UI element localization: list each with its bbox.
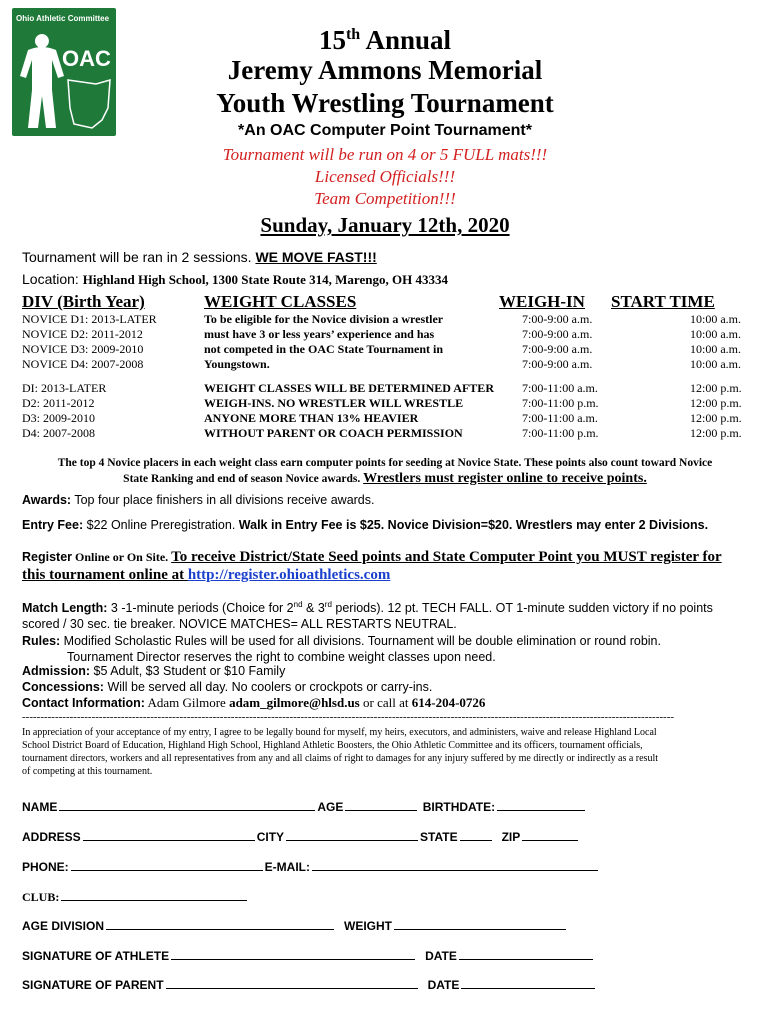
phone-field[interactable] [71, 858, 263, 871]
rules: Rules: Modified Scholastic Rules will be used for all divisions. Tournament will be double elimination or round robin. Tournament Director reserves the right to combine weight classes upon need. [22, 634, 661, 664]
name-field[interactable] [59, 798, 315, 811]
register-block: Register Online or On Site. To receive District/State Seed points and State Computer Point you MUST register for this tournament online at http://register.ohioathletics.com [22, 549, 722, 583]
form-row-division: AGE DIVISION WEIGHT [22, 917, 568, 933]
email-field[interactable] [312, 858, 598, 871]
waiver: In appreciation of your acceptance of my entry, I agree to be legally bound for myself, my heirs, executors, and administers, waive and release Highland Local School District Board of Education, Highland High School, Highland Athletic Boosters, the Ohio Athletic Committee and its officers, tournament officials, tournament directors, workers and all representatives from any and all claims of right to damages for any injury suffered by me directly or indirectly as a result of competing at this tournament. [22, 727, 658, 777]
oac-logo [12, 8, 116, 136]
red-line-2: Licensed Officials!!! [314, 167, 456, 186]
location-line: Location: Highland High School, 1300 State Route 314, Marengo, OH 43334 [22, 271, 448, 287]
athlete-signature-field[interactable] [171, 947, 415, 960]
table-row: NOVICE D3: 2009-2010 not competed in the OAC State Tournament in 7:00-9:00 a.m. 10:00 a.m. [22, 342, 741, 356]
form-row-sig-parent: SIGNATURE OF PARENT DATE [22, 976, 597, 992]
sessions-line: Tournament will be ran in 2 sessions. WE MOVE FAST!!! [22, 249, 377, 265]
zip-field[interactable] [522, 828, 578, 841]
header-weight: WEIGHT CLASSES [204, 292, 357, 311]
form-row-sig-athlete: SIGNATURE OF ATHLETE DATE [22, 947, 595, 963]
divider: ---------------------------------------------------------------------------------------------------------------------------------------------------------------------------------- [22, 711, 675, 723]
admission-line: Admission: $5 Adult, $3 Student or $10 Family [22, 664, 286, 678]
schedule-table [22, 312, 748, 441]
entry-fee-line: Entry Fee: $22 Online Preregistration. Walk in Entry Fee is $25. Novice Division=$20. Wrestlers may enter 2 Divisions. [22, 518, 709, 532]
athlete-date-field[interactable] [459, 947, 593, 960]
title-line-1: 15th Annual [318, 25, 452, 55]
title-line-2: Jeremy Ammons Memorial [227, 55, 543, 85]
city-field[interactable] [286, 828, 418, 841]
header-start: START TIME [611, 292, 715, 311]
form-row-address: ADDRESS CITY STATE ZIP [22, 828, 580, 844]
parent-signature-field[interactable] [166, 976, 418, 989]
subtitle: *An OAC Computer Point Tournament* [238, 122, 532, 139]
header-weighin: WEIGH-IN [499, 292, 585, 311]
state-field[interactable] [460, 828, 492, 841]
red-line-1: Tournament will be run on 4 or 5 FULL mats!!! [222, 145, 548, 164]
birthdate-field[interactable] [497, 798, 585, 811]
age-field[interactable] [345, 798, 417, 811]
table-row: D4: 2007-2008 WITHOUT PARENT OR COACH PERMISSION 7:00-11:00 p.m. 12:00 p.m. [22, 426, 742, 440]
match-length: Match Length: 3 -1-minute periods (Choice for 2nd & 3rd periods). 12 pt. TECH FALL. OT 1-minute sudden victory if no points scored / 30 sec. tie breaker. NOVICE MATCHES= ALL RESTARTS NEUTRAL. [22, 600, 713, 632]
event-date: Sunday, January 12th, 2020 [260, 213, 510, 237]
table-row: DI: 2013-LATER WEIGHT CLASSES WILL BE DETERMINED AFTER 7:00-11:00 a.m. 12:00 p.m. [22, 381, 742, 395]
table-row: D3: 2009-2010 ANYONE MORE THAN 13% HEAVIER 7:00-11:00 a.m. 12:00 p.m. [22, 411, 742, 425]
logo-banner: Ohio Athletic Committee [16, 12, 112, 25]
form-row-name: NAME AGE BIRTHDATE: [22, 798, 587, 814]
novice-note: The top 4 Novice placers in each weight class earn computer points for seeding at Novice State. These points also count toward Novice State Ranking and end of season Novice awards. Wrestlers must register online to receive points. [57, 457, 713, 486]
contact-line: Contact Information: Adam Gilmore adam_gilmore@hlsd.us or call at 614-204-0726 [22, 695, 486, 710]
concessions-line: Concessions: Will be served all day. No coolers or crockpots or carry-ins. [22, 680, 433, 694]
title-line-3: Youth Wrestling Tournament [216, 88, 554, 118]
header-div: DIV (Birth Year) [22, 292, 145, 311]
table-row: D2: 2011-2012 WEIGH-INS. NO WRESTLER WILL WRESTLE 7:00-11:00 p.m. 12:00 p.m. [22, 396, 742, 410]
register-link[interactable]: http://register.ohioathletics.com [187, 567, 391, 583]
form-row-phone: PHONE: E-MAIL: [22, 858, 600, 874]
table-row: NOVICE D4: 2007-2008 Youngstown. 7:00-9:00 a.m. 10:00 a.m. [22, 357, 741, 371]
red-line-3: Team Competition!!! [314, 189, 456, 208]
table-row: NOVICE D2: 2011-2012 must have 3 or less years’ experience and has 7:00-9:00 a.m. 10:00 a.m. [22, 327, 741, 341]
address-field[interactable] [83, 828, 255, 841]
parent-date-field[interactable] [461, 976, 595, 989]
logo-mark: OAC [62, 46, 111, 71]
ohio-map-icon [66, 78, 112, 130]
weight-field[interactable] [394, 917, 566, 930]
form-row-club: CLUB: [22, 888, 249, 905]
club-field[interactable] [61, 888, 247, 901]
wrestler-silhouette-icon [18, 30, 66, 130]
age-division-field[interactable] [106, 917, 334, 930]
awards-line: Awards: Top four place finishers in all divisions receive awards. [22, 493, 375, 507]
table-row: NOVICE D1: 2013-LATER To be eligible for the Novice division a wrestler 7:00-9:00 a.m. 10:00 a.m. [22, 312, 741, 326]
